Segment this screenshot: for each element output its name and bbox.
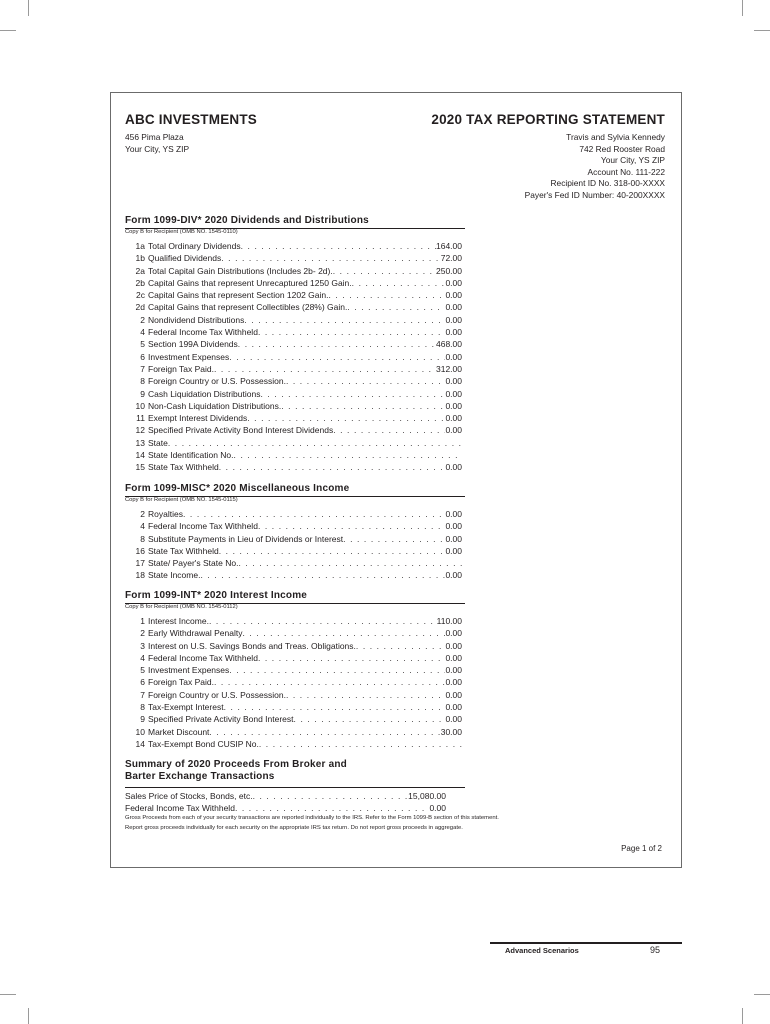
form-line <box>125 689 462 701</box>
dot-leader <box>259 738 462 750</box>
dot-leader <box>229 664 445 676</box>
dot-leader <box>281 400 445 412</box>
summary-line <box>125 790 446 802</box>
statement-frame <box>110 92 682 868</box>
line-code: 7 <box>140 363 145 374</box>
dot-leader <box>234 449 462 461</box>
recipient-block <box>525 132 665 202</box>
form-line <box>125 400 462 412</box>
line-code: 8 <box>140 533 145 544</box>
line-label: Investment Expenses <box>148 665 230 676</box>
line-code: 2 <box>140 509 145 519</box>
form-line <box>125 265 462 277</box>
dot-leader <box>333 424 445 436</box>
line-code: 4 <box>140 521 145 532</box>
dot-leader <box>247 412 445 424</box>
crop-mark <box>28 1008 29 1024</box>
line-label: Substitute Payments in Lieu of Dividends or Interest <box>148 533 344 544</box>
form-line <box>125 363 462 375</box>
recipient-address-line: Your City, YS ZIP <box>600 155 665 166</box>
form-line <box>125 652 462 664</box>
line-value: 0.00 <box>445 351 462 362</box>
line-label: Early Withdrawal Penalty <box>148 628 243 639</box>
form-line <box>125 713 462 725</box>
form-line <box>125 289 462 301</box>
form-line <box>125 701 462 713</box>
form-line <box>125 314 462 326</box>
dot-leader <box>219 461 446 473</box>
form-line <box>125 412 462 424</box>
line-value: 0.00 <box>445 652 462 663</box>
line-value: 110.00 <box>436 616 462 626</box>
crop-mark <box>754 30 770 31</box>
form-line <box>125 676 462 688</box>
dot-leader <box>329 289 446 301</box>
form-line <box>125 615 462 627</box>
recipient-address-line: 742 Red Rooster Road <box>579 143 665 154</box>
line-code: 1b <box>135 253 145 264</box>
line-label: Foreign Tax Paid. <box>148 363 214 374</box>
line-value: 250.00 <box>436 265 462 276</box>
line-label: State <box>148 437 168 448</box>
line-label: Foreign Tax Paid. <box>148 677 214 688</box>
line-label: Capital Gains that represent Section 1202 Gain. <box>148 290 329 301</box>
dot-leader <box>253 790 409 802</box>
crop-mark <box>742 0 743 16</box>
form-line <box>125 726 462 738</box>
line-code: 12 <box>135 425 145 436</box>
line-value: 312.00 <box>436 363 462 374</box>
div-copy-note: Copy B for Recipient (OMB NO. 1545-0110) <box>125 229 238 235</box>
recipient-name: Travis and Sylvia Kennedy <box>566 132 665 142</box>
line-value: 0.00 <box>445 702 462 713</box>
line-value: 0.00 <box>445 714 462 725</box>
form-line <box>125 338 462 350</box>
dot-leader <box>241 240 436 252</box>
crop-mark <box>0 994 16 995</box>
int-copy-note: Copy B for Recipient (OMB NO. 1545-0112) <box>125 604 238 610</box>
form-line <box>125 437 462 449</box>
line-value: 0.00 <box>445 425 462 436</box>
line-label: Total Capital Gain Distributions (Includes 2b- 2d). <box>148 265 333 276</box>
dot-leader <box>183 508 445 520</box>
company-address <box>125 132 189 155</box>
dot-leader <box>258 326 446 338</box>
dot-leader <box>200 569 445 581</box>
line-label: Qualified Dividends <box>148 253 222 264</box>
line-label: Investment Expenses <box>148 351 230 362</box>
line-label: Exempt Interest Dividends <box>148 413 248 424</box>
line-value: 0.00 <box>445 677 462 688</box>
dot-leader <box>258 652 446 664</box>
summary-line-label: Sales Price of Stocks, Bonds, etc. <box>125 791 253 801</box>
line-code: 3 <box>140 640 145 651</box>
line-value: 0.00 <box>445 533 462 544</box>
form-line <box>125 375 462 387</box>
dot-leader <box>209 615 437 627</box>
form-line <box>125 388 462 400</box>
dot-leader <box>224 701 446 713</box>
form-line <box>125 449 462 461</box>
line-code: 2c <box>136 290 145 301</box>
line-label: Federal Income Tax Withheld <box>148 521 258 532</box>
line-value: 0.00 <box>445 376 462 387</box>
line-code: 8 <box>140 702 145 713</box>
line-code: 6 <box>140 351 145 362</box>
payer-fed-id: Payer's Fed ID Number: 40-200XXXX <box>524 189 665 200</box>
form-line <box>125 252 462 264</box>
line-label: Nondividend Distributions <box>148 314 245 325</box>
footer-rule <box>490 942 682 944</box>
line-code: 1a <box>135 241 145 251</box>
line-value: 0.00 <box>445 665 462 676</box>
line-value: 0.00 <box>445 521 462 532</box>
dot-leader <box>343 533 445 545</box>
dot-leader <box>356 640 446 652</box>
line-code: 4 <box>140 327 145 338</box>
company-address-line: Your City, YS ZIP <box>125 143 190 154</box>
line-code: 18 <box>135 570 145 581</box>
line-code: 6 <box>140 677 145 688</box>
line-label: Federal Income Tax Withheld <box>148 652 258 663</box>
misc-section-title: Form 1099-MISC* 2020 Miscellaneous Income <box>125 483 350 494</box>
summary-line-value: 15,080.00 <box>408 791 446 801</box>
form-line <box>125 508 462 520</box>
summary-line-value: 0.00 <box>429 803 446 813</box>
line-code: 10 <box>135 726 145 737</box>
dot-leader <box>286 375 446 387</box>
page-indicator: Page 1 of 2 <box>621 844 662 853</box>
summary-line-list <box>125 790 446 814</box>
line-code: 5 <box>140 665 145 676</box>
line-value: 0.00 <box>445 509 462 519</box>
line-code: 1 <box>140 616 145 626</box>
line-code: 9 <box>140 714 145 725</box>
dot-leader <box>219 545 446 557</box>
line-label: Specified Private Activity Bond Interest Dividends <box>148 425 334 436</box>
crop-mark <box>742 1008 743 1024</box>
line-label: Federal Income Tax Withheld <box>148 327 258 338</box>
line-label: Royalties <box>148 509 183 519</box>
line-value: 0.00 <box>445 327 462 338</box>
line-label: Tax-Exempt Bond CUSIP No. <box>148 738 259 749</box>
line-label: Market Discount <box>148 726 210 737</box>
account-number: Account No. 111-222 <box>587 166 665 177</box>
summary-title-line: Summary of 2020 Proceeds From Broker and <box>125 759 347 770</box>
div-section-title: Form 1099-DIV* 2020 Dividends and Distributions <box>125 215 369 226</box>
line-label: Foreign Country or U.S. Possession. <box>148 376 286 387</box>
dot-leader <box>258 520 446 532</box>
dot-leader <box>260 388 445 400</box>
line-code: 2d <box>135 302 145 313</box>
dot-leader <box>209 726 440 738</box>
dot-leader <box>214 363 436 375</box>
line-label: Specified Private Activity Bond Interest <box>148 714 294 725</box>
line-value: 164.00 <box>436 241 462 251</box>
form-line <box>125 627 462 639</box>
dot-leader <box>238 338 436 350</box>
dot-leader <box>347 301 445 313</box>
company-name: ABC INVESTMENTS <box>125 112 258 127</box>
line-code: 2a <box>135 265 145 276</box>
form-line <box>125 738 462 750</box>
line-label: Interest Income. <box>148 616 209 626</box>
line-code: 2 <box>140 314 145 325</box>
line-label: Foreign Country or U.S. Possession. <box>148 689 286 700</box>
footer-section-label: Advanced Scenarios <box>505 946 579 955</box>
form-line <box>125 640 462 652</box>
int-section-title: Form 1099-INT* 2020 Interest Income <box>125 590 308 601</box>
form-line <box>125 520 462 532</box>
form-line <box>125 351 462 363</box>
line-code: 16 <box>135 545 145 556</box>
line-label: Capital Gains that represent Unrecaptured 1250 Gain. <box>148 277 352 288</box>
line-code: 4 <box>140 652 145 663</box>
form-line <box>125 664 462 676</box>
line-code: 7 <box>140 689 145 700</box>
line-label: Cash Liquidation Distributions <box>148 388 261 399</box>
dot-leader <box>221 252 440 264</box>
recipient-id: Recipient ID No. 318-00-XXXX <box>550 178 665 189</box>
line-value: 0.00 <box>445 640 462 651</box>
dot-leader <box>168 437 462 449</box>
line-value: 0.00 <box>445 628 462 639</box>
form-line <box>125 557 462 569</box>
line-value: 30.00 <box>440 726 462 737</box>
form-line <box>125 326 462 338</box>
dot-leader <box>242 627 445 639</box>
line-code: 2 <box>140 628 145 639</box>
line-label: Interest on U.S. Savings Bonds and Treas. Obligations. <box>148 640 356 651</box>
form-line <box>125 545 462 557</box>
line-code: 8 <box>140 376 145 387</box>
line-value: 0.00 <box>445 545 462 556</box>
summary-rule <box>125 787 465 788</box>
line-code: 10 <box>135 400 145 411</box>
line-value: 0.00 <box>445 388 462 399</box>
line-code: 15 <box>135 462 145 473</box>
line-label: State/ Payer's State No. <box>148 558 239 569</box>
line-label: State Tax Withheld <box>148 462 219 473</box>
line-value: 0.00 <box>445 290 462 301</box>
summary-title <box>125 759 347 783</box>
line-value: 0.00 <box>445 462 462 473</box>
company-address-line: 456 Pima Plaza <box>125 132 184 142</box>
line-label: Non-Cash Liquidation Distributions. <box>148 400 282 411</box>
crop-mark <box>754 994 770 995</box>
line-value: 0.00 <box>445 689 462 700</box>
dot-leader <box>238 557 462 569</box>
line-value: 72.00 <box>440 253 462 264</box>
footer-page-number: 95 <box>650 945 661 955</box>
form-line <box>125 533 462 545</box>
line-code: 17 <box>135 558 145 569</box>
crop-mark <box>0 30 16 31</box>
form-line <box>125 240 462 252</box>
line-code: 13 <box>135 437 145 448</box>
form-line <box>125 424 462 436</box>
line-code: 2b <box>135 277 145 288</box>
misc-copy-note: Copy B for Recipient (OMB NO. 1545-0115) <box>125 497 238 503</box>
dot-leader <box>244 314 445 326</box>
line-value: 0.00 <box>445 400 462 411</box>
form-line <box>125 569 462 581</box>
line-label: State Identification No. <box>148 450 234 461</box>
line-value: 0.00 <box>445 277 462 288</box>
line-code: 9 <box>140 388 145 399</box>
summary-note: Report gross proceeds individually for each security on the appropriate IRS tax return. Do not report gross proceeds in aggregate. <box>125 825 463 831</box>
misc-line-list <box>125 508 462 582</box>
line-label: Section 199A Dividends <box>148 339 238 350</box>
dot-leader <box>286 689 446 701</box>
line-label: State Income. <box>148 570 201 581</box>
line-label: State Tax Withheld <box>148 545 219 556</box>
line-code: 11 <box>136 413 145 424</box>
summary-title-line: Barter Exchange Transactions <box>125 771 275 782</box>
form-line <box>125 301 462 313</box>
line-code: 14 <box>135 450 145 461</box>
dot-leader <box>352 277 446 289</box>
dot-leader <box>214 676 445 688</box>
line-value: 0.00 <box>445 302 462 313</box>
line-label: Total Ordinary Dividends <box>148 241 241 251</box>
line-value: 0.00 <box>445 570 462 581</box>
dot-leader <box>229 351 445 363</box>
line-code: 5 <box>140 339 145 350</box>
div-line-list <box>125 240 462 474</box>
summary-line-label: Federal Income Tax Withheld <box>125 803 235 813</box>
int-line-list <box>125 615 462 750</box>
line-value: 0.00 <box>445 413 462 424</box>
statement-title: 2020 TAX REPORTING STATEMENT <box>431 112 665 127</box>
line-label: Capital Gains that represent Collectibles (28%) Gain. <box>148 302 348 313</box>
dot-leader <box>294 713 446 725</box>
line-label: Tax-Exempt Interest <box>148 702 224 713</box>
dot-leader <box>333 265 436 277</box>
line-value: 0.00 <box>445 314 462 325</box>
summary-note: Gross Proceeds from each of your security transactions are reported individually to the IRS. Refer to the Form 1099-B section of this statement. <box>125 815 499 821</box>
line-code: 14 <box>135 738 145 749</box>
form-line <box>125 461 462 473</box>
form-line <box>125 277 462 289</box>
line-value: 468.00 <box>436 339 462 350</box>
crop-mark <box>28 0 29 16</box>
